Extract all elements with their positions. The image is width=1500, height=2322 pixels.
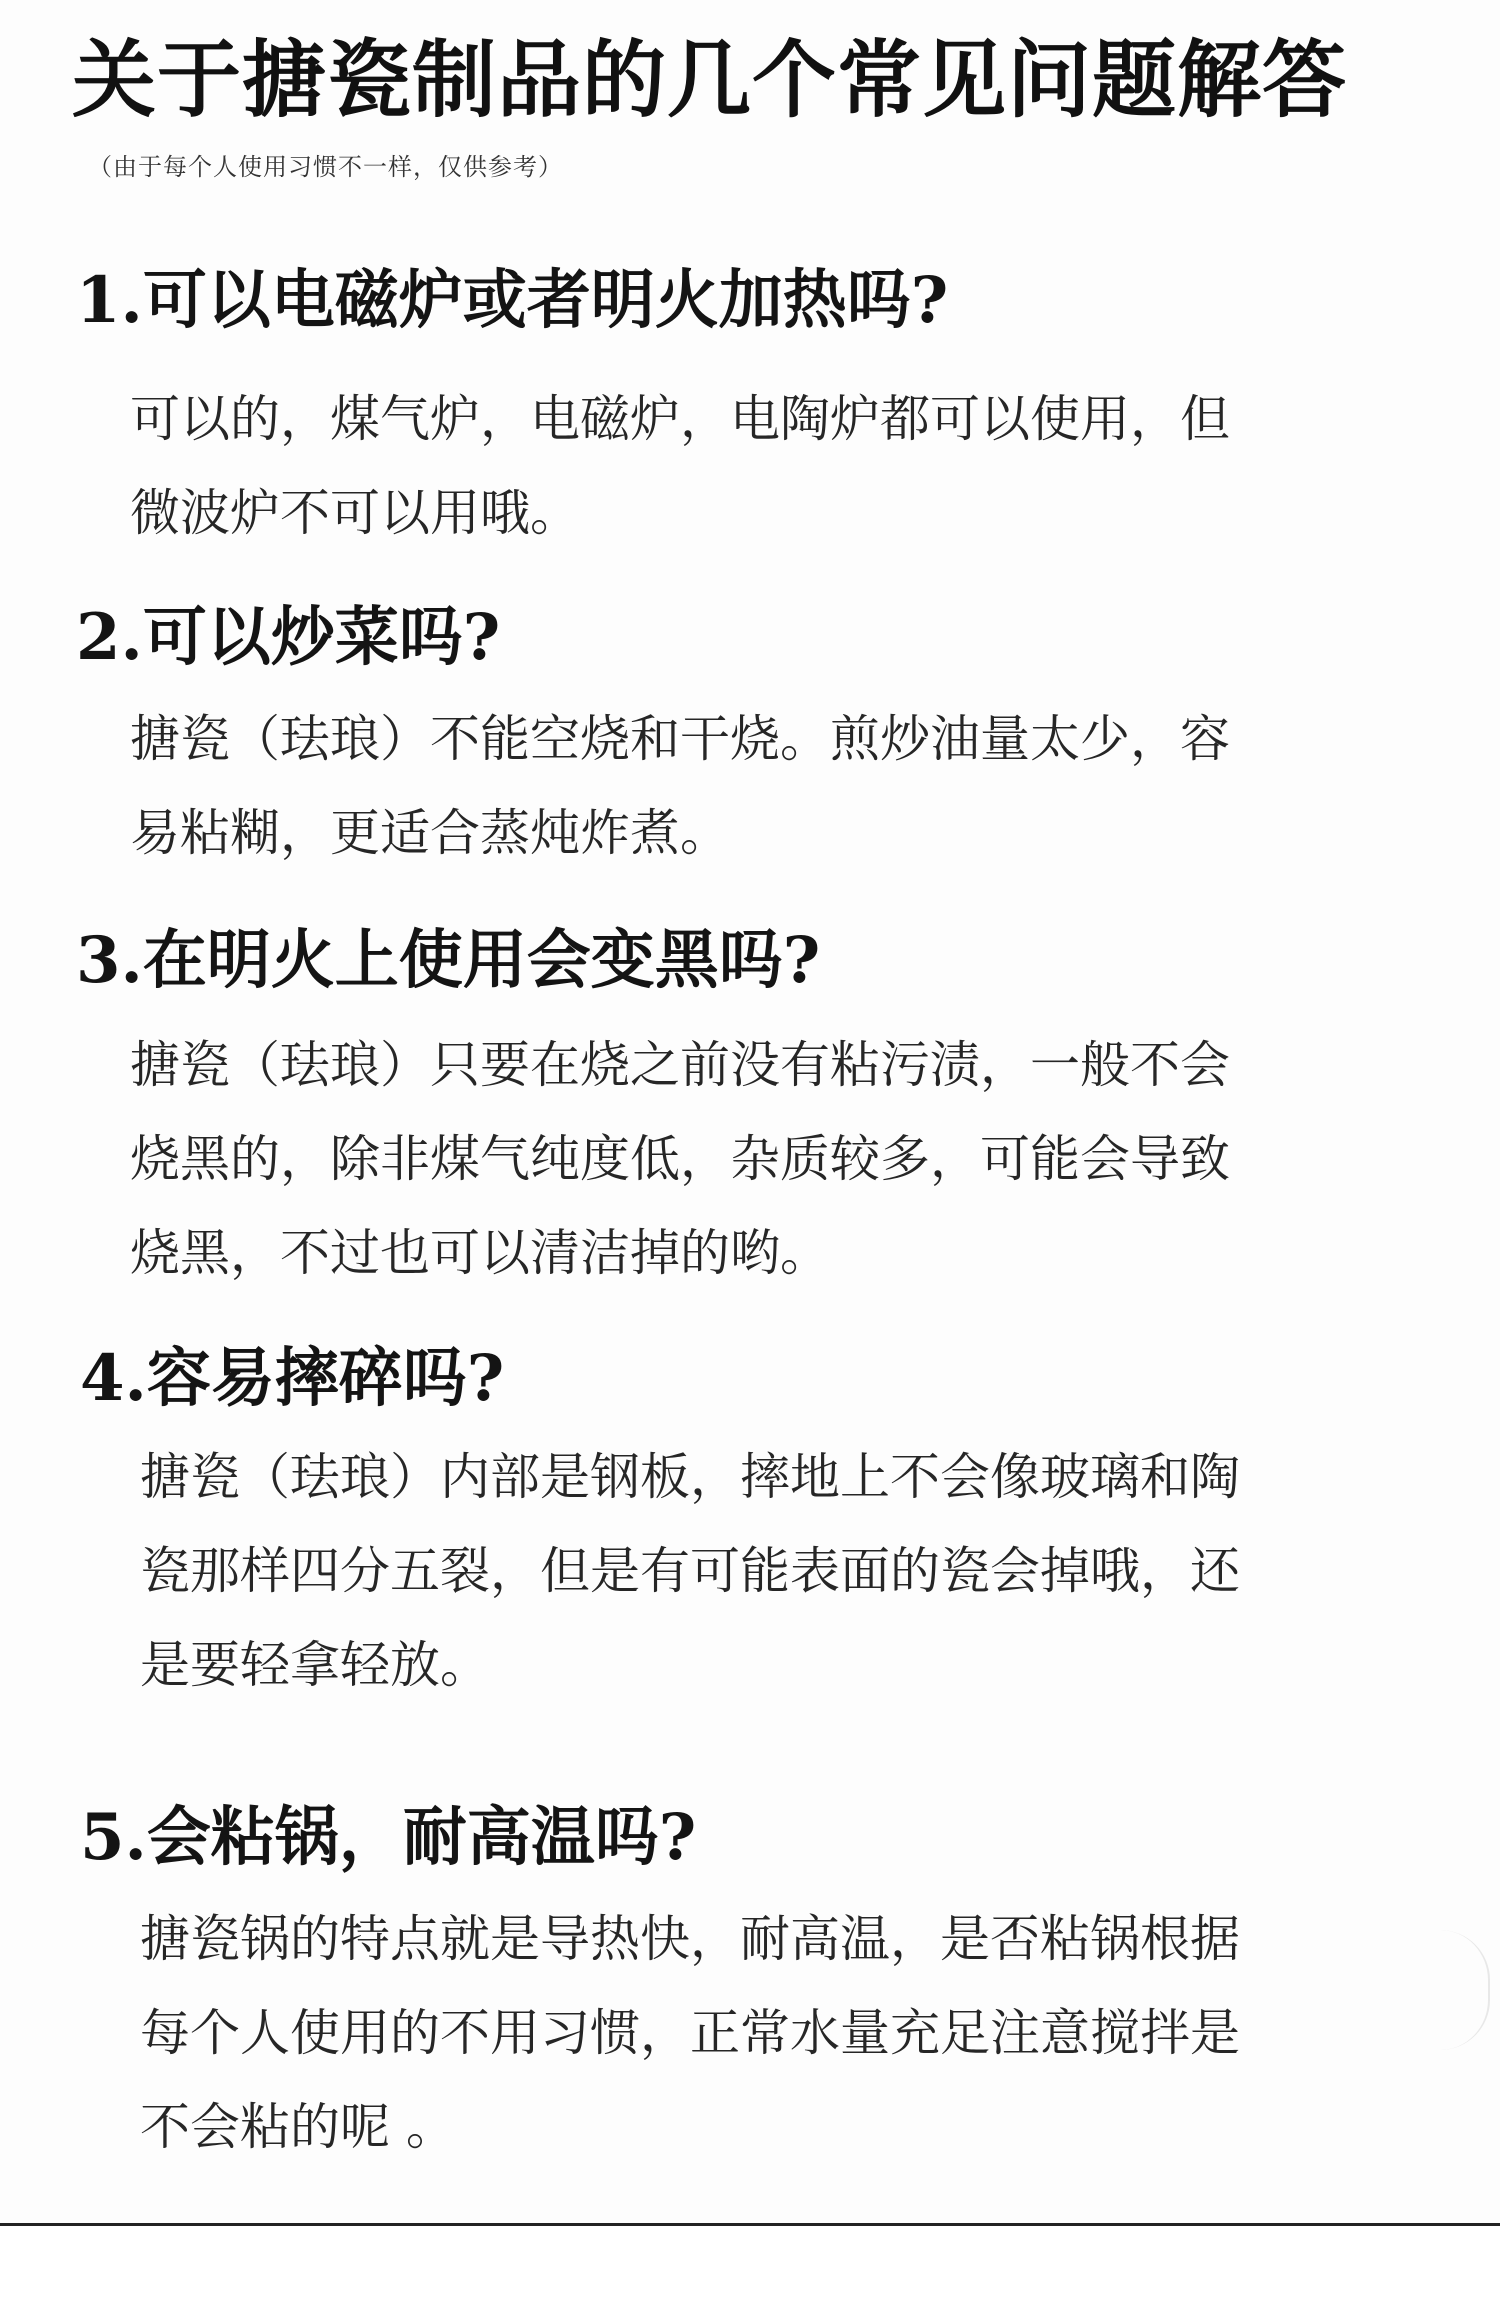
answer-3: 搪瓷（珐琅）只要在烧之前没有粘污渍，一般不会 烧黑的，除非煤气纯度低，杂质较多，可能会导致 烧黑，不过也可以清洁掉的哟。 xyxy=(130,1036,1230,1282)
question-4: 4.容易摔碎吗? xyxy=(80,1341,505,1416)
answer-5: 搪瓷锅的特点就是导热快，耐高温，是否粘锅根据 每个人使用的不用习惯，正常水量充足注意搅拌是 不会粘的呢 。 xyxy=(140,1910,1240,2156)
bottom-margin xyxy=(0,2226,1500,2322)
page-title: 关于搪瓷制品的几个常见问题解答 xyxy=(72,31,1348,129)
page-subtitle: （由于每个人使用习惯不一样，仅供参考） xyxy=(88,153,563,181)
question-1: 1.可以电磁炉或者明火加热吗? xyxy=(76,263,949,338)
question-3: 3.在明火上使用会变黑吗? xyxy=(76,923,821,998)
faint-edge-mark xyxy=(1440,1930,1490,2050)
answer-2: 搪瓷（珐琅）不能空烧和干烧。煎炒油量太少，容 易粘糊，更适合蒸炖炸煮。 xyxy=(130,710,1230,862)
question-5: 5.会粘锅，耐高温吗? xyxy=(80,1800,697,1875)
answer-1: 可以的，煤气炉，电磁炉，电陶炉都可以使用，但 微波炉不可以用哦。 xyxy=(130,390,1230,542)
answer-4: 搪瓷（珐琅）内部是钢板，摔地上不会像玻璃和陶 瓷那样四分五裂，但是有可能表面的瓷会掉哦，还 是要轻拿轻放。 xyxy=(140,1448,1240,1694)
question-2: 2.可以炒菜吗? xyxy=(76,600,501,675)
